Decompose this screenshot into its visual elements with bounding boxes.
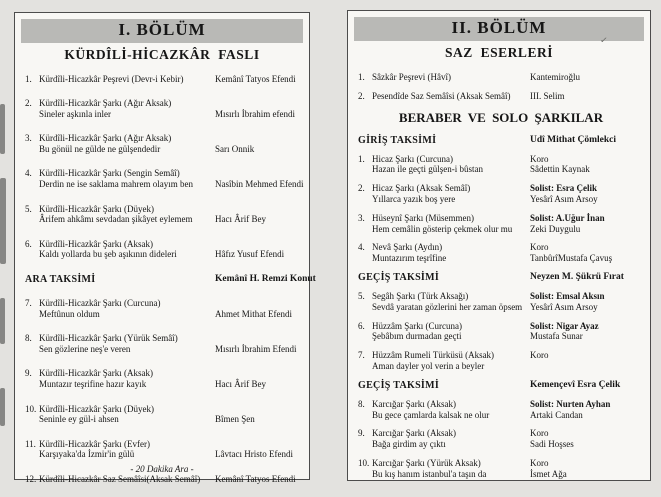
piece-column — [358, 380, 530, 391]
performer-name — [215, 239, 303, 250]
performer-name: Bîmen Şen — [215, 414, 255, 425]
performer-column — [530, 380, 644, 391]
piece-column — [25, 98, 215, 120]
performer-column — [215, 474, 303, 485]
item-number: 9. — [358, 428, 365, 439]
performer-name: Sadi Hoşses — [530, 439, 574, 450]
piece-column — [25, 333, 215, 355]
performer-name: Solist: Esra Çelik — [530, 183, 598, 194]
performer-column — [215, 74, 303, 85]
intermission-note: - 20 Dakika Ara - — [130, 464, 194, 474]
section-label: ARA TAKSİMİ — [25, 273, 96, 285]
item-number: 7. — [358, 350, 365, 361]
item-title: 10. Karcığar Şarkı (Yürük Aksak) — [358, 457, 481, 468]
performer-name: Solist: Emsal Aksın — [530, 290, 605, 301]
section-label: GEÇİŞ TAKSİMİ — [358, 271, 440, 283]
item-title: 1. Hicaz Şarkı (Curcuna) — [358, 153, 453, 164]
program-item — [25, 333, 303, 355]
piece-column — [358, 321, 530, 343]
item-lyric: Bağa girdim ay çıktı — [372, 439, 446, 450]
part-1-title: I. BÖLÜM — [118, 20, 206, 39]
program-item — [358, 458, 644, 480]
performer-column — [530, 91, 644, 102]
piece-column — [25, 474, 215, 485]
performer-name — [215, 133, 303, 144]
item-number: 1. — [25, 74, 32, 84]
item-title: 3. Kürdîli-Hicazkâr Şarkı (Ağır Aksak) — [25, 133, 172, 144]
piece-column — [25, 74, 215, 85]
item-number: 8. — [25, 333, 32, 344]
performer-column — [530, 135, 644, 146]
item-lyric: Sen gözlerine neş'e veren — [39, 344, 131, 355]
item-number: 1. — [358, 72, 365, 82]
program-item — [358, 321, 644, 343]
performer-name: Mısırlı İbrahim Efendi — [215, 344, 297, 355]
part-2-title: II. BÖLÜM — [451, 18, 547, 37]
item-title: 7. Hüzzâm Rumeli Türküsü (Aksak) — [358, 350, 495, 361]
item-number: 1. — [358, 153, 365, 164]
program-item — [25, 239, 303, 261]
performer-name — [215, 404, 303, 415]
performer-column — [215, 273, 316, 285]
section-label: GİRİŞ TAKSİMİ — [358, 134, 437, 146]
performer-name: Ahmet Mithat Efendi — [215, 309, 292, 320]
performer-name — [215, 298, 303, 309]
performer-column — [215, 439, 303, 461]
item-lyric: Bu kış hanım istanbul'a taşın da — [372, 468, 487, 479]
section-heading: BERABER VE SOLO ŞARKILAR — [398, 109, 604, 125]
program-item — [25, 474, 303, 485]
item-lyric: Bu gece çamlarda kalsak ne olur — [372, 409, 490, 420]
item-number: 9. — [25, 368, 32, 379]
performer-name: Yesârî Asım Arsoy — [530, 193, 598, 204]
program-item — [358, 72, 644, 83]
piece-column — [358, 91, 530, 102]
item-title: 11. Kürdîli-Hicazkâr Şarkı (Evfer) — [25, 438, 150, 449]
item-title: 6. Kürdîli-Hicazkâr Şarkı (Aksak) — [25, 238, 153, 249]
performer-name — [215, 439, 303, 450]
piece-column — [358, 272, 530, 283]
performer-name: Kemânî Tatyos Efendi — [215, 74, 296, 84]
performer-name: TanbûrîMustafa Çavuş — [530, 253, 613, 264]
item-lyric: Bu gönül ne gülde ne gülşendedir — [39, 144, 161, 155]
piece-column — [358, 154, 530, 176]
performer-name — [215, 333, 303, 344]
item-lyric: Şebâbım durmadan geçti — [372, 331, 462, 342]
program-item — [25, 168, 303, 190]
performer-name: Udî Mithat Çömlekci — [530, 134, 617, 145]
piece-column — [25, 133, 215, 155]
performer-column — [215, 368, 303, 390]
item-lyric: Derdin ne ise saklama mahrem olayım ben — [39, 179, 193, 190]
performer-column — [215, 98, 303, 120]
item-lyric: Yıllarca yazık boş yere — [372, 193, 456, 204]
performer-column — [215, 133, 303, 155]
item-lyric: Hem cemâlin gösterip çekmek olur mu — [372, 223, 513, 234]
performer-name: Artaki Candan — [530, 409, 583, 420]
item-title: 10. Kürdîli-Hicazkâr Şarkı (Düyek) — [25, 403, 154, 414]
item-lyric: Aman dayler yol verin a beyler — [372, 360, 485, 371]
piece-column — [25, 274, 215, 285]
performer-column — [215, 298, 303, 320]
performer-name: Mustafa Sunar — [530, 331, 583, 342]
part-1-subtitle: KÜRDÎLİ-HİCAZKÂR FASLI — [64, 47, 260, 62]
performer-name: Hacı Ârif Bey — [215, 214, 266, 225]
item-title: 7. Kürdîli-Hicazkâr Şarkı (Curcuna) — [25, 298, 161, 309]
item-title: 2. Kürdîli-Hicazkâr Şarkı (Ağır Aksak) — [25, 98, 172, 109]
item-title: 2. Hicaz Şarkı (Aksak Semâî) — [358, 183, 471, 194]
item-title: 5. Kürdîli-Hicazkâr Şarkı (Düyek) — [25, 203, 154, 214]
performer-name: Solist: Nurten Ayhan — [530, 398, 611, 409]
item-number: 5. — [25, 203, 32, 214]
scan-artifact — [0, 104, 5, 154]
performer-name: Solist: A.Uğur İnan — [530, 212, 605, 223]
performer-name — [215, 98, 303, 109]
piece-column — [25, 404, 215, 426]
item-title: 9. Karcığar Şarkı (Aksak) — [358, 428, 456, 439]
item-lyric: Kaldı yollarda bu şeb aşıkının dideleri — [39, 249, 177, 260]
program-item — [25, 368, 303, 390]
item-lyric: Hazan ile geçti gülşen-i bûstan — [372, 164, 483, 175]
item-title: 4. Nevâ Şarkı (Aydın) — [358, 242, 443, 253]
performer-name: Koro — [530, 428, 549, 439]
item-number: 3. — [358, 212, 365, 223]
piece-column — [358, 183, 530, 205]
performer-name: Kemençevî Esra Çelik — [530, 379, 621, 390]
item-lyric: Ârifem ahkâmı sevdadan şikâyet eylemem — [39, 214, 193, 225]
performer-column — [530, 350, 644, 372]
piece-column — [358, 242, 530, 264]
program-item — [358, 242, 644, 264]
performer-name — [215, 368, 303, 379]
performer-name: Sâdettin Kaynak — [530, 164, 590, 175]
piece-column — [25, 204, 215, 226]
performer-name: Kantemiroğlu — [530, 72, 580, 82]
performer-name: Koro — [530, 350, 549, 361]
piece-column — [358, 428, 530, 450]
program-item — [25, 439, 303, 461]
part-1-title-bar — [21, 19, 303, 43]
item-title: 4. Kürdîli-Hicazkâr Şarkı (Sengin Semâî) — [25, 168, 180, 179]
performer-column — [530, 72, 644, 83]
performer-name: Lâvtacı Hristo Efendi — [215, 449, 293, 460]
performer-column — [530, 242, 644, 264]
item-title: 12. Kürdîli-Hicazkâr Saz Semâîsi(Aksak Semâî) — [25, 473, 201, 484]
piece-column — [25, 168, 215, 190]
scan-artifact — [0, 178, 6, 264]
performer-name: Mısırlı İbrahim efendi — [215, 109, 295, 120]
program-item — [358, 399, 644, 421]
scan-artifact — [0, 298, 5, 344]
performer-name — [215, 168, 303, 179]
part-1-panel — [14, 12, 316, 484]
piece-column — [25, 298, 215, 320]
program-item — [358, 183, 644, 205]
piece-column — [358, 72, 530, 83]
piece-column — [25, 368, 215, 390]
item-title: 8. Kürdîli-Hicazkâr Şarkı (Yürük Semâî) — [25, 333, 178, 344]
program-item — [358, 350, 644, 372]
item-number: 3. — [25, 133, 32, 144]
item-title: 9. Kürdîli-Hicazkâr Şarkı (Aksak) — [25, 368, 153, 379]
item-number: 4. — [25, 168, 32, 179]
performer-column — [530, 428, 644, 450]
performer-name: Koro — [530, 242, 549, 253]
performer-column — [530, 154, 644, 176]
performer-column — [530, 272, 644, 283]
performer-name: III. Selim — [530, 90, 565, 101]
performer-name: Koro — [530, 153, 549, 164]
item-lyric: Karşıyaka'da İzmir'in gülü — [39, 449, 135, 460]
performer-column — [215, 168, 303, 190]
item-number: 2. — [25, 98, 32, 109]
item-number: 5. — [358, 290, 365, 301]
item-number: 11. — [25, 438, 36, 449]
item-number: 10. — [25, 403, 37, 414]
item-title: 1. Kürdîli-Hicazkâr Peşrevi (Devr-i Kebir) — [25, 74, 184, 84]
program-item — [25, 404, 303, 426]
performer-name: Kemânî H. Remzi Konut — [215, 273, 316, 284]
item-title: 2. Pesendîde Saz Semâîsi (Aksak Semâî) — [358, 90, 511, 101]
program-item — [25, 204, 303, 226]
item-number: 7. — [25, 298, 32, 309]
performer-name: Yesârî Asım Arsoy — [530, 301, 598, 312]
item-number: 8. — [358, 398, 365, 409]
item-lyric: Meftûnun oldum — [39, 309, 100, 320]
program-item — [25, 98, 303, 120]
item-lyric: Sineler aşkınla inler — [39, 109, 111, 120]
taksim-section-row — [25, 273, 316, 285]
item-title: 5. Segâh Şarkı (Türk Aksağı) — [358, 290, 469, 301]
piece-column — [25, 439, 215, 461]
performer-name: Koro — [530, 457, 549, 468]
item-title: 1. Sâzkâr Peşrevi (Hâvî) — [358, 72, 451, 82]
piece-column — [358, 458, 530, 480]
performer-column — [215, 333, 303, 355]
item-number: 10. — [358, 457, 370, 468]
performer-column — [530, 458, 644, 480]
program-item — [358, 91, 644, 102]
performer-column — [215, 204, 303, 226]
item-number: 6. — [358, 320, 365, 331]
performer-name: Zeki Duygulu — [530, 223, 581, 234]
piece-column — [25, 239, 215, 261]
item-lyric: Seninle ey gül-i ahsen — [39, 414, 119, 425]
item-number: 4. — [358, 242, 365, 253]
part-2-panel — [347, 10, 651, 481]
item-title: 3. Hüseynî Şarkı (Müsemmen) — [358, 212, 474, 223]
performer-name: Sarı Onnik — [215, 144, 255, 155]
item-number: 6. — [25, 238, 32, 249]
program-item — [358, 428, 644, 450]
performer-name: Hacı Ârif Bey — [215, 379, 266, 390]
performer-name: Solist: Nigar Ayaz — [530, 320, 599, 331]
performer-column — [530, 213, 644, 235]
program-item — [25, 133, 303, 155]
program-item — [358, 291, 644, 313]
item-lyric: Muntazırım teşrîfine — [372, 253, 447, 264]
piece-column — [358, 350, 530, 372]
program-item — [25, 74, 303, 85]
program-item — [25, 298, 303, 320]
item-title: 6. Hüzzâm Şarkı (Curcuna) — [358, 320, 462, 331]
performer-name: Hâfız Yusuf Efendi — [215, 249, 285, 260]
performer-column — [530, 321, 644, 343]
program-item — [358, 154, 644, 176]
performer-name: İsmet Ağa — [530, 468, 567, 479]
piece-column — [358, 213, 530, 235]
performer-column — [215, 404, 303, 426]
performer-column — [215, 239, 303, 261]
piece-column — [358, 135, 530, 146]
program-item — [358, 213, 644, 235]
performer-column — [530, 399, 644, 421]
part-1-program-list — [25, 74, 316, 485]
performer-column — [530, 291, 644, 313]
performer-name: Nasîbin Mehmed Efendi — [215, 179, 304, 190]
item-number: 2. — [358, 90, 365, 101]
performer-name: Kemânî Tatyos Efendi — [215, 473, 296, 484]
part-2-subtitle: SAZ ESERLERİ — [445, 45, 553, 60]
piece-column — [358, 399, 530, 421]
piece-column — [358, 291, 530, 313]
pen-mark-artifact: ✓ — [599, 34, 609, 46]
item-lyric: Sevdâ yaratan gözlerini her zaman öpsem — [372, 301, 523, 312]
performer-name — [215, 204, 303, 215]
item-number: 12. — [25, 473, 37, 484]
section-label: GEÇİŞ TAKSİMİ — [358, 379, 440, 391]
taksim-section-row — [358, 272, 644, 283]
part-2-program-list — [358, 72, 644, 480]
taksim-section-row — [358, 380, 644, 391]
scan-artifact — [0, 388, 5, 426]
item-lyric: Muntazır teşrifine hazır kayık — [39, 379, 147, 390]
taksim-section-row — [358, 135, 644, 146]
performer-name: Neyzen M. Şükrü Fırat — [530, 271, 624, 282]
performer-column — [530, 183, 644, 205]
item-title: 8. Karcığar Şarkı (Aksak) — [358, 398, 456, 409]
item-number: 2. — [358, 183, 365, 194]
